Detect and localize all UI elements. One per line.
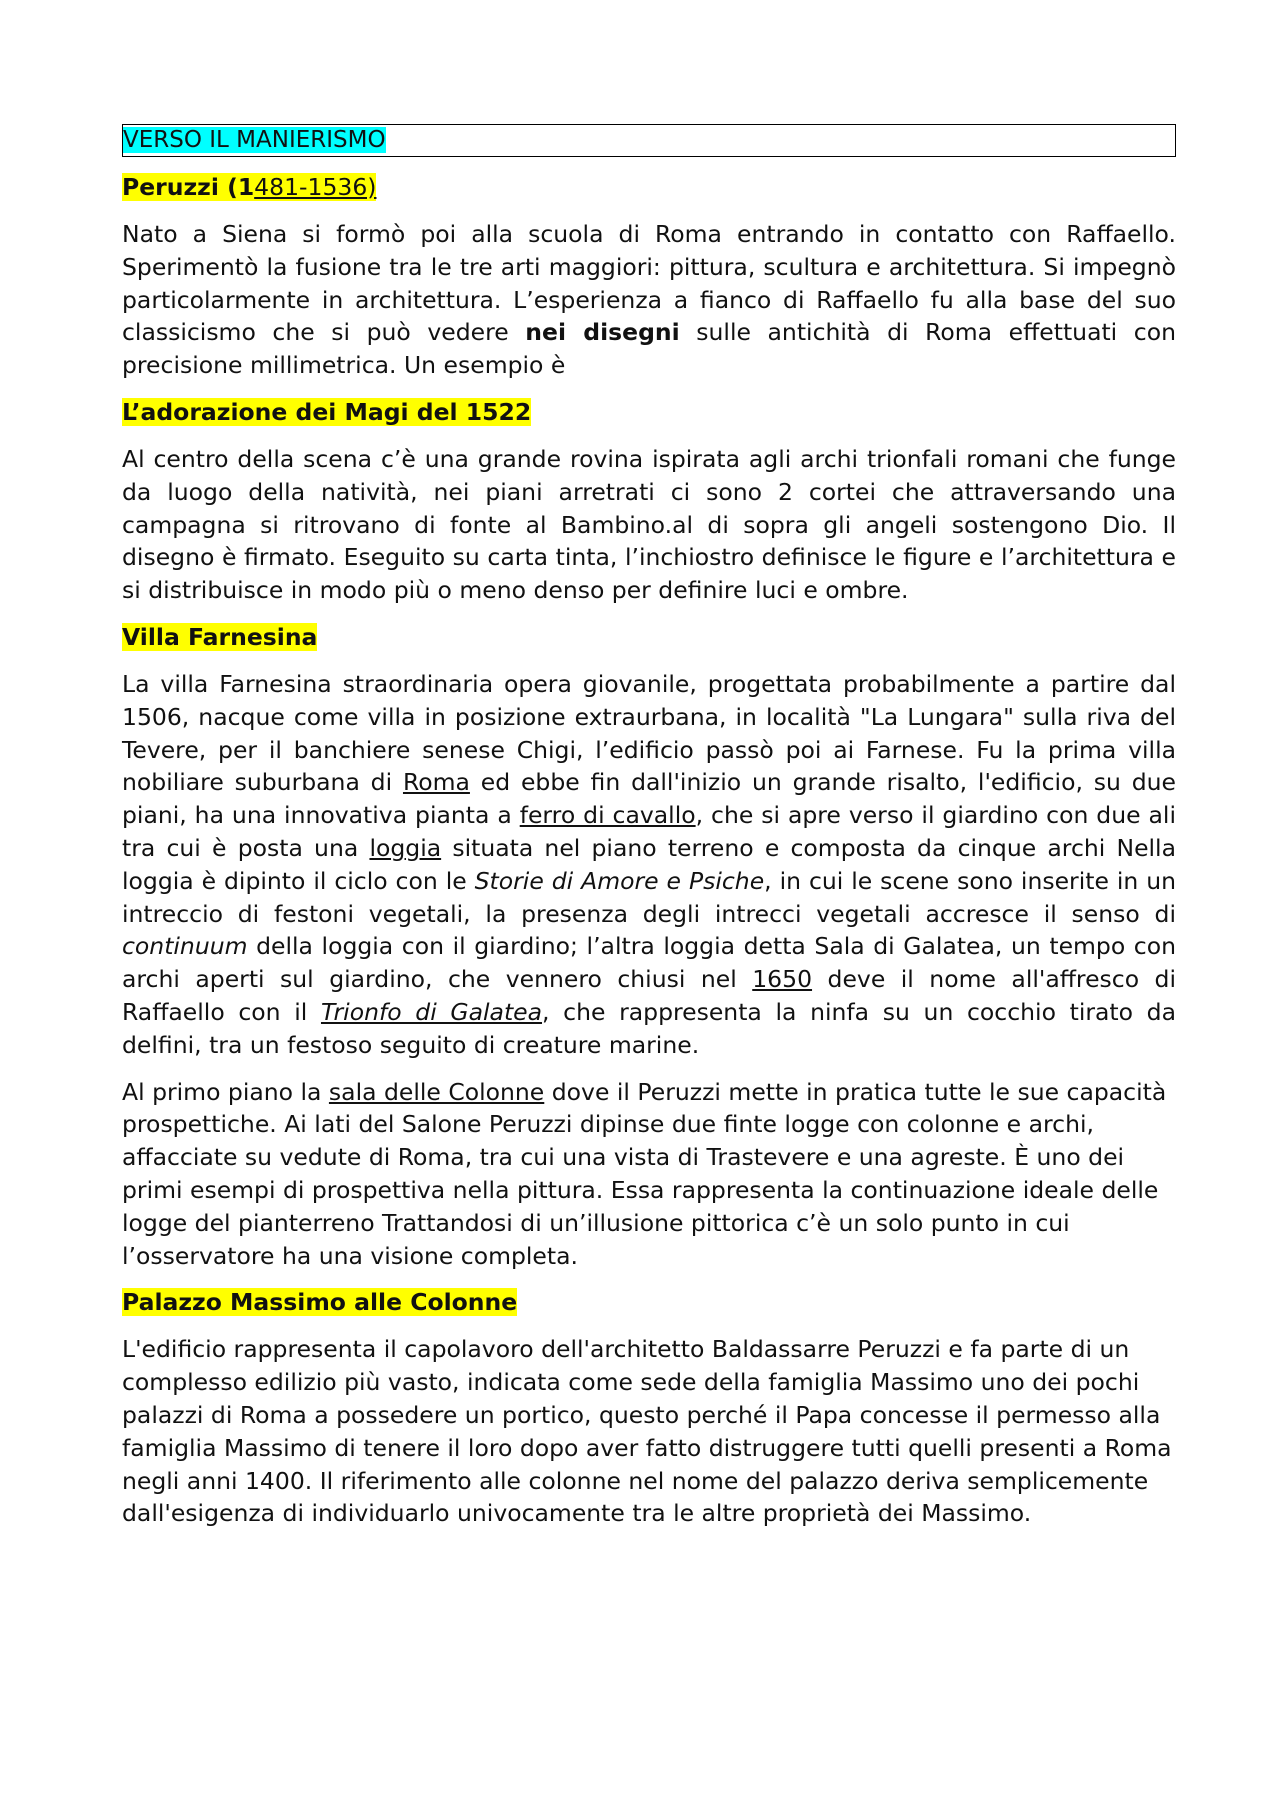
link-roma[interactable]: Roma xyxy=(402,768,470,797)
paragraph-farnesina-1: La villa Farnesina straordinaria opera giovanile, progettata probabilmente a partire dal 1506, nacque come villa in posizione extraurbana, in località "La Lungara" sulla riva del Tevere, per il banchiere senese Chigi, l’edificio passò poi ai Farnese. Fu la prima villa nobiliare suburbana di Roma ed ebbe fin dall'inizio un grande risalto, l'edificio, su due piani, ha una innovativa pianta a ferro di cavallo, che si apre verso il giardino con due ali tra cui è posta una loggia situata nel piano terreno e composta da cinque archi Nella loggia è dipinto il ciclo con le Storie di Amore e Psiche, in cui le scene sono inserite in un intreccio di festoni vegetali, la presenza degli intrecci vegetali accresce il senso di continuum della loggia con il giardino; l’altra loggia detta Sala di Galatea, un tempo con archi aperti sul giardino, che vennero chiusi nel 1650 deve il nome all'affresco di Raffaello con il Trionfo di Galatea, che rappresenta la ninfa su un cocchio tirato da delfini, tra un festoso seguito di creature marine. xyxy=(122,669,1177,1059)
paragraph-massimo: L'edificio rappresenta il capolavoro dell'architetto Baldassarre Peruzzi e fa parte di un complesso edilizio più vasto, indicata come sede della famiglia Massimo uno dei pochi palazzi di Roma a possedere un portico, questo perché il Papa concesse il permesso alla famiglia Massimo di tenere il loro dopo aver fatto distruggere tutti quelli presenti a Roma negli anni 1400. Il riferimento alle colonne nel nome del palazzo deriva semplicemente dall'esigenza di individuarlo univocamente tra le altre proprietà dei Massimo. xyxy=(122,1335,1172,1528)
heading-farnesina: Villa Farnesina xyxy=(122,622,318,651)
heading-peruzzi xyxy=(122,171,1176,204)
link-sala-delle-colonne[interactable]: sala delle Colonne xyxy=(328,1077,545,1106)
heading-adorazione: L’adorazione dei Magi del 1522 xyxy=(122,397,532,426)
paragraph-farnesina-2: Al primo piano la sala delle Colonne dove il Peruzzi mette in pratica tutte le sue capacità prospettiche. Ai lati del Salone Peruzzi dipinse due finte logge con colonne e archi, affacciate su vedute di Roma, tra cui una vista di Trastevere e una agreste. È uno dei primi esempi di prospettiva nella pittura. Essa rappresenta la continuazione ideale delle logge del pianterreno Trattandosi di un’illusione pittorica c’è un solo punto in cui l’osservatore ha una visione completa. xyxy=(122,1077,1167,1270)
italic-storie: Storie di Amore e Psiche xyxy=(474,866,765,895)
heading-massimo: Palazzo Massimo alle Colonne xyxy=(122,1288,518,1317)
link-1650[interactable]: 1650 xyxy=(752,965,813,994)
page-title: VERSO IL MANIERISMO xyxy=(123,127,386,153)
link-ferro-di-cavallo[interactable]: ferro di cavallo xyxy=(519,801,696,830)
paragraph-peruzzi: Nato a Siena si formò poi alla scuola di Roma entrando in contatto con Raffaello. Sperimentò la fusione tra le tre arti maggiori: pittura, scultura e architettura. Si impegnò particolarmente in architettura. L’esperienza a fianco di Raffaello fu alla base del suo classicismo che si può vedere nei disegni sulle antichità di Roma effettuati con precisione millimetrica. Un esempio è xyxy=(122,220,1176,380)
heading-peruzzi-years: 481-1536) xyxy=(254,173,377,201)
italic-continuum: continuum xyxy=(122,932,248,961)
bold-nei-disegni: nei disegni xyxy=(525,318,680,347)
link-loggia[interactable]: loggia xyxy=(369,833,442,862)
heading-peruzzi-main: Peruzzi (1 xyxy=(122,173,255,201)
document-body xyxy=(122,124,1176,1544)
title-box xyxy=(122,124,1176,157)
link-trionfo-di-galatea[interactable]: Trionfo di Galatea xyxy=(320,997,543,1026)
paragraph-adorazione: Al centro della scena c’è una grande rovina ispirata agli archi trionfali romani che funge da luogo della natività, nei piani arretrati ci sono 2 cortei che attraversando una campagna si ritrovano di fonte al Bambino.al di sopra gli angeli sostengono Dio. Il disegno è firmato. Eseguito su carta tinta, l’inchiostro definisce le figure e l’architettura e si distribuisce in modo più o meno denso per definire luci e ombre. xyxy=(122,444,1176,605)
